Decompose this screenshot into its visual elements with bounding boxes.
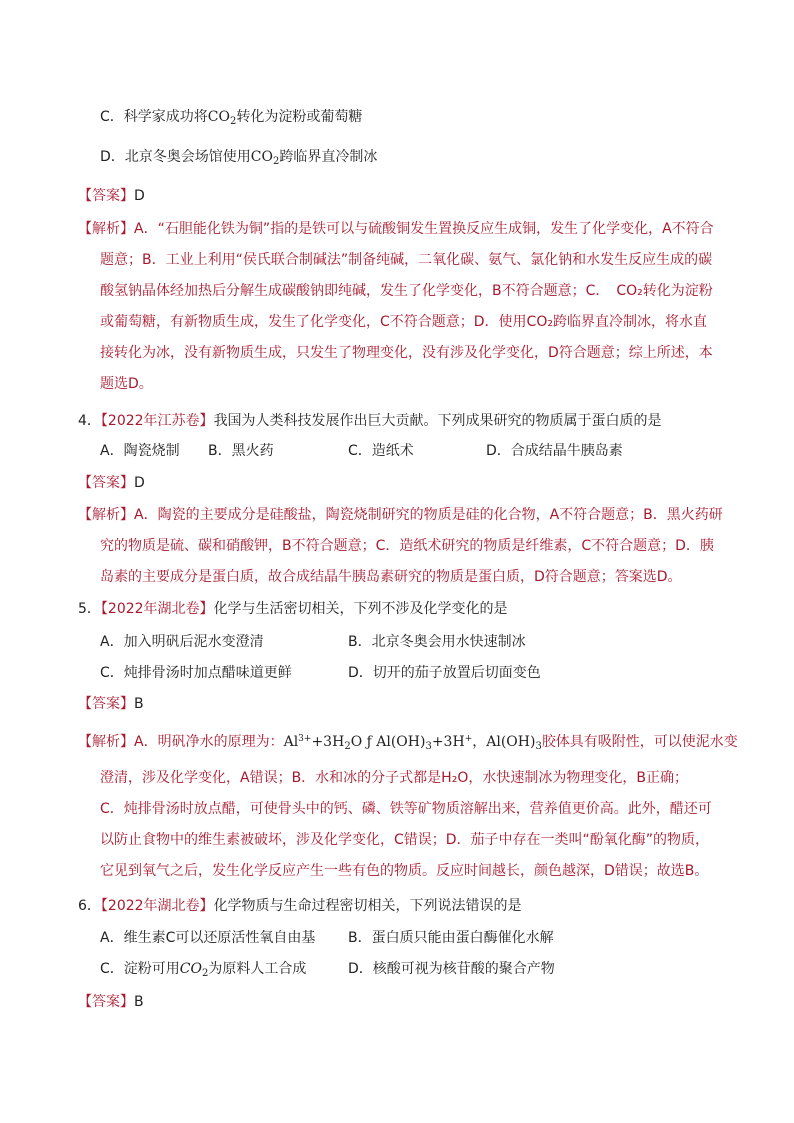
q4-option-b: B．黑火药 — [208, 443, 274, 459]
q5-options-row-2 — [100, 664, 740, 682]
q5-option-b: B．北京冬奥会用水快速制冰 — [348, 634, 526, 650]
q6-options-row-1 — [100, 929, 740, 947]
q6-stem: 6．【2022年湖北卷】化学物质与生命过程密切相关，下列说法错误的是 — [78, 898, 522, 914]
q5-answer: 【答案】B — [78, 696, 144, 712]
q4-answer: 【答案】D — [78, 475, 145, 491]
q5-option-c: C．炖排骨汤时加点醋味道更鲜 — [100, 665, 292, 681]
q4-options — [100, 442, 740, 460]
q5-option-a: A．加入明矾后泥水变澄清 — [100, 634, 264, 650]
q5-option-d: D．切开的茄子放置后切面变色 — [348, 665, 541, 681]
q4-analysis-line-1: 【解析】A．陶瓷的主要成分是硅酸盐，陶瓷烧制研究的物质是硅的化合物，A不符合题意；B．黑火药研 — [78, 507, 723, 523]
q5-stem: 5．【2022年湖北卷】化学与生活密切相关，下列不涉及化学变化的是 — [78, 601, 508, 617]
q3-analysis-line-4: 或葡萄糖，有新物质生成，发生了化学变化，C不符合题意；D．使用CO₂跨临界直冷制冰，将水直 — [100, 314, 707, 330]
q6-option-c: C．淀粉可用$CO_2$为原料人工合成 — [100, 961, 307, 979]
q6-option-a: A．维生素C可以还原活性氧自由基 — [100, 930, 316, 946]
q3-analysis-line-5: 接转化为冰，没有新物质生成，只发生了物理变化，没有涉及化学变化，D符合题意；综上所述，本 — [100, 345, 713, 361]
q3-analysis-line-1: 【解析】A．“石胆能化铁为铜”指的是铁可以与硫酸铜发生置换反应生成铜，发生了化学变化，A不符合 — [78, 221, 714, 237]
q5-options-row-1 — [100, 633, 740, 651]
q5-analysis-line-5: 它见到氧气之后，发生化学反应产生一些有色的物质。反应时间越长，颜色越深，D错误；故选B。 — [100, 863, 709, 879]
q4-analysis-line-3: 岛素的主要成分是蛋白质，故合成结晶牛胰岛素研究的物质是蛋白质，D符合题意；答案选D。 — [100, 569, 682, 585]
q3-analysis-line-3: 酸氢钠晶体经加热后分解生成碳酸钠即纯碱，发生了化学变化，B不符合题意；C． CO₂转化为淀粉 — [100, 283, 713, 299]
q3-option-c: C．科学家成功将$CO_2$转化为淀粉或葡萄糖 — [100, 109, 363, 127]
q6-option-b: B．蛋白质只能由蛋白酶催化水解 — [348, 930, 554, 946]
q6-option-d: D．核酸可视为核苷酸的聚合产物 — [348, 961, 555, 977]
q4-option-c: C．造纸术 — [348, 443, 414, 459]
q3-option-d: D．北京冬奥会场馆使用$CO_2$跨临界直冷制冰 — [100, 149, 378, 167]
q4-option-d: D．合成结晶牛胰岛素 — [486, 443, 623, 459]
q5-analysis-line-1: 【解析】A．明矾净水的原理为：$Al^{3+}+3H_2O$ ƒ $Al(OH)_3+3H^+$，$Al(OH)_3$胶体具有吸附性，可以使泥水变 — [78, 734, 738, 752]
q4-analysis-line-2: 究的物质是硫、碳和硝酸钾，B不符合题意；C．造纸术研究的物质是纤维素，C不符合题意；D．胰 — [100, 538, 714, 554]
q4-option-a: A．陶瓷烧制 — [100, 443, 180, 459]
q5-analysis-line-2: 澄清，涉及化学变化，A错误；B．水和冰的分子式都是H₂O，水快速制冰为物理变化，B正确； — [100, 770, 688, 786]
q4-stem: 4．【2022年江苏卷】我国为人类科技发展作出巨大贡献。下列成果研究的物质属于蛋白质的是 — [78, 413, 662, 429]
q3-analysis-line-2: 题意；B．工业上利用“侯氏联合制碱法”制备纯碱，二氧化碳、氨气、氯化钠和水发生反应生成的碳 — [100, 252, 713, 268]
q3-answer: 【答案】D — [78, 188, 145, 204]
q6-answer: 【答案】B — [78, 994, 144, 1010]
q5-analysis-line-3: C．炖排骨汤时放点醋，可使骨头中的钙、磷、铁等矿物质溶解出来，营养值更价高。此外，醋还可 — [100, 801, 712, 817]
q5-analysis-line-4: 以防止食物中的维生素被破坏，涉及化学变化，C错误；D．茄子中存在一类叫“酚氧化酶”的物质， — [100, 832, 710, 848]
q3-analysis-line-6: 题选D。 — [100, 376, 153, 392]
q6-options-row-2 — [100, 960, 740, 978]
